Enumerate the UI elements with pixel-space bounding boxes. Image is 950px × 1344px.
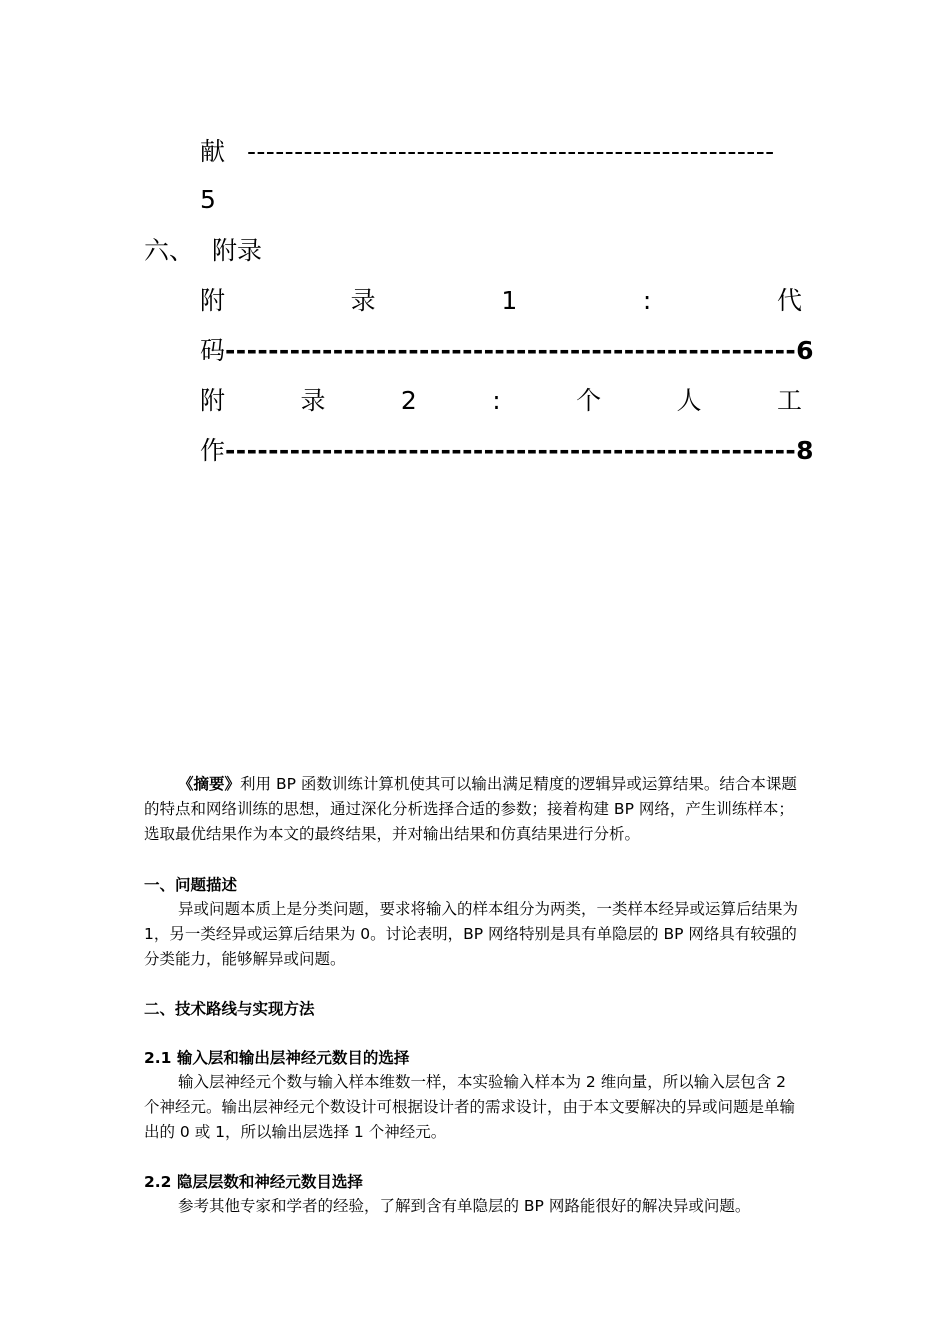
section1-text: 异或问题本质上是分类问题，要求将输入的样本组分为两类，一类样本经异或运算后结果为 1，另一类经异或运算后结果为 0。讨论表明，BP 网络特别是具有单隐层的 BP 网络具有较强的分类能力，能够解异或问题。	[144, 900, 799, 968]
toc-app2-char: 附	[200, 386, 226, 415]
toc-section6-num: 六、	[144, 236, 195, 265]
toc-app1-line	[200, 286, 802, 316]
toc-ref-char: 献	[200, 137, 226, 166]
toc-app2-line2	[200, 436, 814, 466]
toc-app2-char: :	[492, 386, 501, 415]
toc-app1-char: :	[642, 286, 652, 315]
toc-ref-page: 5	[200, 185, 216, 214]
toc-app1-char: 1	[501, 286, 518, 315]
toc-ref-dashes: --------------------------------------------------------	[246, 137, 775, 166]
toc-app1-char: 代	[776, 286, 802, 315]
toc-section6	[144, 236, 262, 266]
toc-app2-char: 人	[676, 386, 702, 415]
toc-app2-line	[200, 386, 802, 416]
toc-app2-char: 2	[400, 386, 417, 415]
toc-app2-char: 录	[300, 386, 326, 415]
toc-app1-line2	[200, 336, 814, 366]
toc-app1-char2: 码	[200, 336, 226, 365]
abstract-label: 《摘要》	[178, 775, 241, 793]
toc-app2-char: 个	[576, 386, 602, 415]
abstract-text: 利用 BP 函数训练计算机使其可以输出满足精度的逻辑异或运算结果。结合本课题的特点和网络训练的思想，通过深化分析选择合适的参数；接着构建 BP 网络，产生训练样本；选取最优结果作为本文的最终结果，并对输出结果和仿真结果进行分析。	[144, 775, 797, 843]
toc-app2-char: 工	[776, 386, 802, 415]
toc-section6-title: 附录	[211, 236, 262, 265]
toc-app2-char2: 作	[200, 436, 226, 465]
toc-app2-page: 8	[796, 436, 814, 465]
section22-title: 2.2 隐层层数和神经元数目选择	[144, 1173, 363, 1191]
abstract-paragraph	[144, 772, 806, 847]
section1-title: 一、问题描述	[144, 876, 238, 894]
toc-ref-line	[200, 137, 775, 167]
toc-app2-dashes: -----------------------------------------------------	[225, 436, 797, 465]
section21-title: 2.1 输入层和输出层神经元数目的选择	[144, 1049, 410, 1067]
toc-app1-char: 附	[200, 286, 226, 315]
toc-app1-dashes: -----------------------------------------------------	[225, 336, 797, 365]
toc-app1-char: 录	[350, 286, 376, 315]
section21-text: 输入层神经元个数与输入样本维数一样，本实验输入样本为 2 维向量，所以输入层包含 2 个神经元。输出层神经元个数设计可根据设计者的需求设计，由于本文要解决的异或问题是单输出的 0 或 1，所以输出层选择 1 个神经元。	[144, 1073, 796, 1141]
section22-text: 参考其他专家和学者的经验，了解到含有单隐层的 BP 网路能很好的解决异或问题。	[178, 1197, 751, 1215]
toc-app1-page: 6	[796, 336, 814, 365]
section2-title: 二、技术路线与实现方法	[144, 1000, 315, 1018]
